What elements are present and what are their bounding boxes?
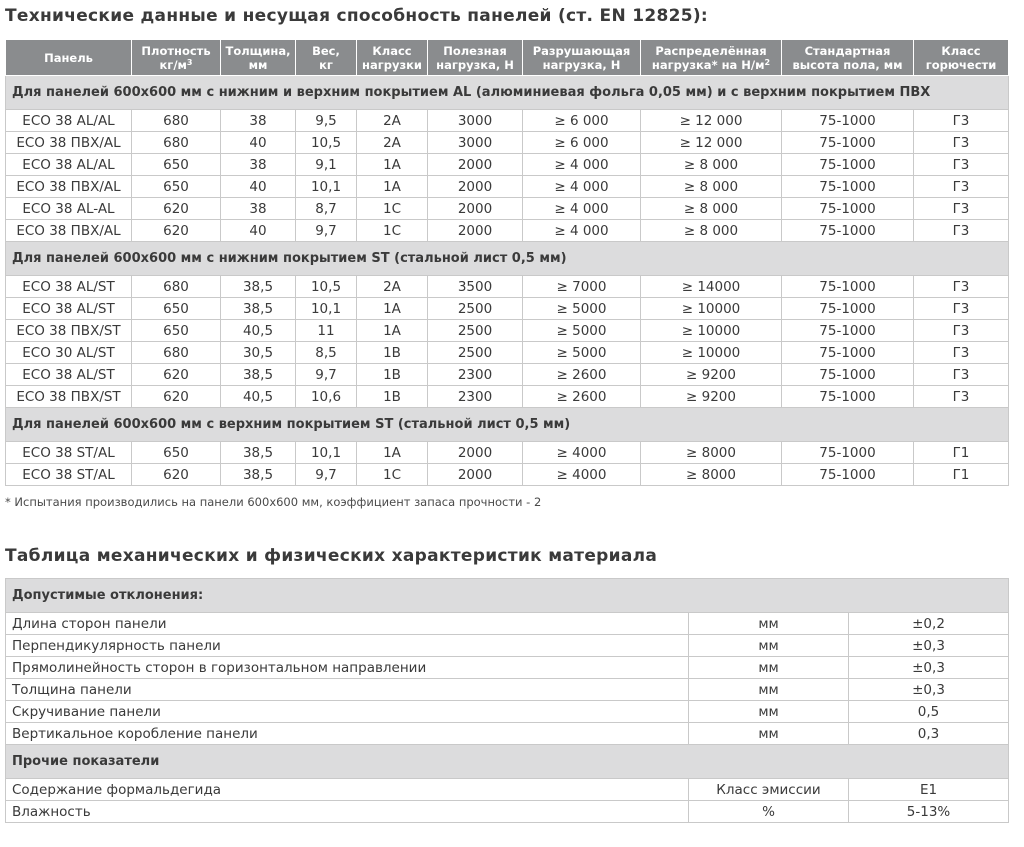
table-cell: 620 [132,386,221,408]
table-cell: ≥ 6 000 [523,132,641,154]
table-cell: 1B [357,364,428,386]
table-cell: ≥ 8000 [641,464,782,486]
footnote: * Испытания производились на панели 600х600 мм, коэффициент запаса прочности - 2 [5,495,542,509]
table-cell: ECO 38 AL/AL [6,154,132,176]
section-row [6,408,1009,442]
table-cell: Г3 [914,342,1009,364]
table-cell: 38,5 [221,442,296,464]
table-cell: ≥ 8 000 [641,220,782,242]
table-cell: 2A [357,110,428,132]
section-row [6,579,1009,613]
table-cell: 1C [357,464,428,486]
table-cell: Г3 [914,176,1009,198]
table-cell: ≥ 4000 [523,442,641,464]
table-cell: 1A [357,298,428,320]
table-cell: ECO 38 AL/ST [6,276,132,298]
header-line-2: горючести [925,57,997,72]
table-cell: 2A [357,132,428,154]
property-name: Влажность [6,801,689,823]
column-header [428,40,523,76]
table-cell: ECO 38 ST/AL [6,442,132,464]
table-cell: 30,5 [221,342,296,364]
table-cell: 2500 [428,342,523,364]
table-cell: Г3 [914,220,1009,242]
table-row [6,679,1009,701]
table-cell: 40,5 [221,386,296,408]
column-header [782,40,914,76]
table-cell: Г3 [914,364,1009,386]
table-row [6,220,1009,242]
table-cell: 650 [132,298,221,320]
table-cell: 38 [221,110,296,132]
table-cell: 620 [132,198,221,220]
table-cell: 680 [132,342,221,364]
page-title: Технические данные и несущая способность панелей (ст. EN 12825): [5,6,709,26]
table-cell: 9,5 [296,110,357,132]
table-cell: 9,1 [296,154,357,176]
table-row [6,132,1009,154]
table-row [6,635,1009,657]
property-value: ±0,2 [849,613,1009,635]
header-line-1: Полезная [443,43,507,58]
table-cell: 75-1000 [782,298,914,320]
property-value: 5-13% [849,801,1009,823]
property-value: 0,5 [849,701,1009,723]
table-cell: 680 [132,110,221,132]
table-cell: 11 [296,320,357,342]
header-line-2: мм [248,57,268,72]
property-name: Прямолинейность сторон в горизонтальном направлении [6,657,689,679]
table-cell: 650 [132,154,221,176]
table-cell: 10,1 [296,298,357,320]
table-cell: 2000 [428,220,523,242]
section-row [6,745,1009,779]
header-line-2: нагрузки [362,57,422,72]
section-title: Таблица механических и физических характеристик материала [5,546,658,566]
table-cell: ≥ 12 000 [641,132,782,154]
table-cell: ECO 38 AL/AL [6,110,132,132]
property-unit: мм [689,635,849,657]
header-line-1: Стандартная [804,43,891,58]
table-row [6,701,1009,723]
property-unit: мм [689,701,849,723]
table-cell: Г1 [914,464,1009,486]
property-unit: % [689,801,849,823]
table-cell: 680 [132,132,221,154]
section-title: Прочие показатели [6,745,1009,779]
table-cell: 1A [357,154,428,176]
table-cell: 75-1000 [782,342,914,364]
table-row [6,110,1009,132]
table-cell: 10,5 [296,276,357,298]
table-row [6,364,1009,386]
table-cell: 38,5 [221,364,296,386]
table-cell: 680 [132,276,221,298]
table-cell: 3500 [428,276,523,298]
section-row [6,242,1009,276]
table-cell: ≥ 10000 [641,320,782,342]
column-header [914,40,1009,76]
header-line-1: Толщина, [225,43,291,58]
table-row [6,723,1009,745]
property-name: Толщина панели [6,679,689,701]
property-name: Перпендикулярность панели [6,635,689,657]
table-cell: 1B [357,342,428,364]
table-cell: 10,1 [296,442,357,464]
table-cell: 620 [132,220,221,242]
table-cell: ≥ 5000 [523,342,641,364]
table-cell: 40,5 [221,320,296,342]
header-row [6,40,1009,76]
table-cell: Г3 [914,198,1009,220]
table-cell: 75-1000 [782,464,914,486]
table-cell: 3000 [428,110,523,132]
table-cell: 75-1000 [782,220,914,242]
table-cell: ECO 38 AL/ST [6,298,132,320]
table-cell: 40 [221,176,296,198]
table-cell: 2300 [428,364,523,386]
header-line-2: нагрузка, Н [542,57,621,72]
table-cell: ≥ 6 000 [523,110,641,132]
table-cell: Г3 [914,320,1009,342]
table-cell: 75-1000 [782,320,914,342]
table-row [6,154,1009,176]
table-cell: ECO 38 ST/AL [6,464,132,486]
table-cell: 75-1000 [782,132,914,154]
table-cell: 10,5 [296,132,357,154]
table-cell: ECO 38 ПВХ/AL [6,176,132,198]
table-cell: 75-1000 [782,198,914,220]
table-cell: 38 [221,154,296,176]
table-cell: ≥ 8000 [641,442,782,464]
table-cell: ≥ 8 000 [641,154,782,176]
table-row [6,276,1009,298]
table-cell: 75-1000 [782,276,914,298]
table-cell: ECO 38 ПВХ/ST [6,320,132,342]
table-cell: 620 [132,364,221,386]
header-line-1: Распределённая [655,43,767,58]
table-cell: 2000 [428,464,523,486]
table-cell: ≥ 4 000 [523,220,641,242]
table-cell: 38,5 [221,464,296,486]
header-superscript: 2 [764,57,771,67]
table-cell: 1A [357,442,428,464]
table-row [6,613,1009,635]
column-header [6,40,132,76]
table-row [6,176,1009,198]
table-cell: 1A [357,320,428,342]
property-value: E1 [849,779,1009,801]
table-cell: Г3 [914,386,1009,408]
header-line-2: кг [319,57,333,72]
table-cell: 75-1000 [782,442,914,464]
table-cell: 9,7 [296,464,357,486]
property-unit: мм [689,657,849,679]
table-cell: 2000 [428,442,523,464]
table-cell: 8,5 [296,342,357,364]
table-cell: 75-1000 [782,154,914,176]
property-name: Вертикальное коробление панели [6,723,689,745]
table-cell: 2000 [428,154,523,176]
table-cell: ECO 38 ПВХ/ST [6,386,132,408]
table-row [6,320,1009,342]
table-cell: ≥ 4 000 [523,154,641,176]
table-cell: 75-1000 [782,364,914,386]
property-name: Скручивание панели [6,701,689,723]
table-row [6,801,1009,823]
table-cell: ≥ 9200 [641,364,782,386]
header-line-1: Вес, [312,43,340,58]
table-cell: ≥ 14000 [641,276,782,298]
column-header [296,40,357,76]
header-line-2: высота пола, мм [792,57,903,72]
table-cell: 75-1000 [782,176,914,198]
table-cell: 10,6 [296,386,357,408]
table-cell: 9,7 [296,220,357,242]
table-cell: 1C [357,220,428,242]
table-cell: 75-1000 [782,110,914,132]
header-line-1: Панель [44,50,93,65]
table-row [6,657,1009,679]
property-unit: мм [689,679,849,701]
table-cell: 10,1 [296,176,357,198]
table-cell: ≥ 2600 [523,386,641,408]
table-cell: ≥ 5000 [523,298,641,320]
column-header [523,40,641,76]
header-line-1: Класс [372,43,412,58]
table-row [6,779,1009,801]
table-row [6,464,1009,486]
table-cell: 1B [357,386,428,408]
table-cell: 75-1000 [782,386,914,408]
table-cell: ≥ 9200 [641,386,782,408]
property-unit: Класс эмиссии [689,779,849,801]
table-cell: ≥ 4 000 [523,176,641,198]
property-name: Длина сторон панели [6,613,689,635]
table-cell: 2A [357,276,428,298]
table-cell: ≥ 2600 [523,364,641,386]
table-cell: 2300 [428,386,523,408]
table-row [6,442,1009,464]
table-row [6,386,1009,408]
table-row [6,198,1009,220]
section-title: Для панелей 600х600 мм с нижним покрытием ST (стальной лист 0,5 мм) [6,242,1009,276]
table-cell: 650 [132,442,221,464]
column-header [132,40,221,76]
table-cell: 40 [221,132,296,154]
column-header [357,40,428,76]
table-cell: 38 [221,198,296,220]
table-cell: ≥ 8 000 [641,176,782,198]
header-superscript: 3 [186,57,193,67]
table-cell: 2500 [428,298,523,320]
table-row [6,298,1009,320]
table-cell: ECO 38 AL-AL [6,198,132,220]
property-value: ±0,3 [849,635,1009,657]
table-cell: ≥ 10000 [641,298,782,320]
property-name: Содержание формальдегида [6,779,689,801]
table-cell: 38,5 [221,276,296,298]
table-cell: Г3 [914,154,1009,176]
table-cell: ≥ 4 000 [523,198,641,220]
material-properties-table [5,578,1009,823]
header-line-1: Разрушающая [532,43,631,58]
table-cell: 1C [357,198,428,220]
property-value: ±0,3 [849,657,1009,679]
table-cell: 3000 [428,132,523,154]
table-cell: 9,7 [296,364,357,386]
table-cell: ≥ 7000 [523,276,641,298]
section-row [6,76,1009,110]
table-cell: ECO 38 ПВХ/AL [6,132,132,154]
table-cell: ≥ 5000 [523,320,641,342]
table-cell: Г3 [914,276,1009,298]
table-cell: ≥ 8 000 [641,198,782,220]
table-row [6,342,1009,364]
table-cell: ECO 38 AL/ST [6,364,132,386]
table-cell: 38,5 [221,298,296,320]
table-cell: Г3 [914,110,1009,132]
table-cell: 2000 [428,176,523,198]
section-title: Для панелей 600х600 мм с нижним и верхним покрытием AL (алюминиевая фольга 0,05 мм) и с верхним покрытием ПВХ [6,76,1009,110]
column-header [641,40,782,76]
header-line-2: нагрузка, Н [436,57,514,72]
table-cell: Г3 [914,132,1009,154]
table-cell: 650 [132,320,221,342]
header-line-1: Плотность [141,43,211,58]
property-unit: мм [689,613,849,635]
table-cell: 40 [221,220,296,242]
table-cell: ≥ 12 000 [641,110,782,132]
section-title: Допустимые отклонения: [6,579,1009,613]
table-cell: 650 [132,176,221,198]
column-header [221,40,296,76]
table-cell: 1A [357,176,428,198]
property-value: 0,3 [849,723,1009,745]
table-cell: 2000 [428,198,523,220]
table-cell: ≥ 10000 [641,342,782,364]
table-cell: ECO 38 ПВХ/AL [6,220,132,242]
table-cell: 8,7 [296,198,357,220]
property-unit: мм [689,723,849,745]
header-line-2: кг/м [159,57,187,72]
table-cell: ECO 30 AL/ST [6,342,132,364]
table-cell: Г3 [914,298,1009,320]
header-line-2: нагрузка* на Н/м [651,57,765,72]
table-cell: Г1 [914,442,1009,464]
header-line-1: Класс [941,43,981,58]
property-value: ±0,3 [849,679,1009,701]
table-cell: 620 [132,464,221,486]
load-capacity-table [5,39,1009,486]
table-cell: ≥ 4000 [523,464,641,486]
section-title: Для панелей 600х600 мм с верхним покрытием ST (стальной лист 0,5 мм) [6,408,1009,442]
table-cell: 2500 [428,320,523,342]
